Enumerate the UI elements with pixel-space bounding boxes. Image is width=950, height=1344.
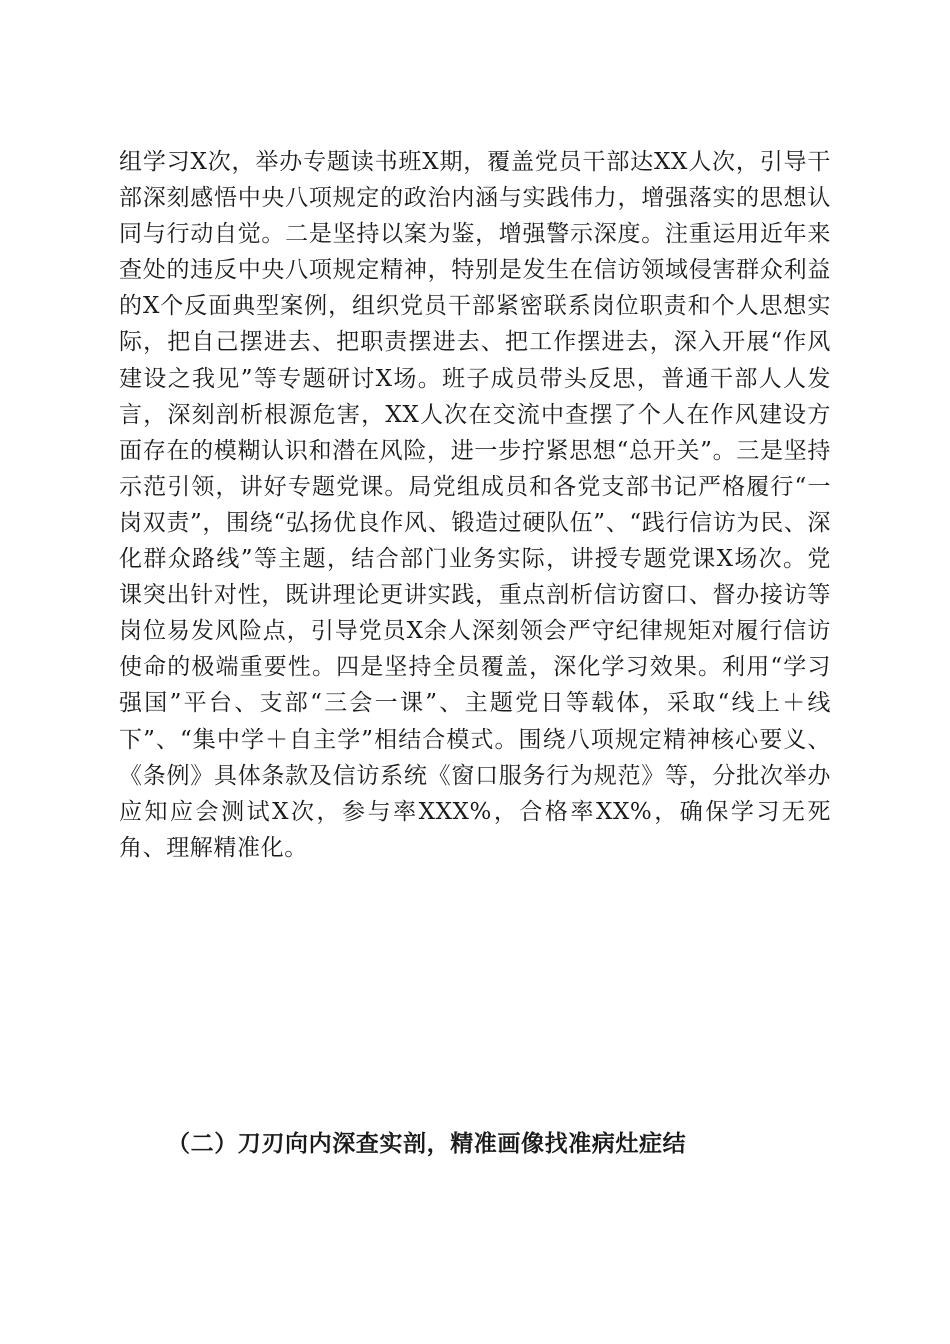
section-heading: （二）刀刃向内深查实剖，精准画像找准病灶症结: [167, 1130, 687, 1157]
body-paragraph: 组学习X次，举办专题读书班X期，覆盖党员干部达XX人次，引导干部深刻感悟中央八项规定的政治内涵与实践伟力，增强落实的思想认同与行动自觉。二是坚持以案为鉴，增强警示深度。注重运用近年来查处的违反中央八项规定精神，特别是发生在信访领域侵害群众利益的X个反面典型案例，组织党员干部紧密联系岗位职责和个人思想实际，把自己摆进去、把职责摆进去、把工作摆进去，深入开展“作风建设之我见”等专题研讨X场。班子成员带头反思，普通干部人人发言，深刻剖析根源危害，XX人次在交流中查摆了个人在作风建设方面存在的模糊认识和潜在风险，进一步拧紧思想“总开关”。三是坚持示范引领，讲好专题党课。局党组成员和各党支部书记严格履行“一岗双责”，围绕“弘扬优良作风、锻造过硬队伍”、“践行信访为民、深化群众路线”等主题，结合部门业务实际，讲授专题党课X场次。党课突出针对性，既讲理论更讲实践，重点剖析信访窗口、督办接访等岗位易发风险点，引导党员X余人深刻领会严守纪律规矩对履行信访使命的极端重要性。四是坚持全员覆盖，深化学习效果。利用“学习强国”平台、支部“三会一课”、主题党日等载体，采取“线上＋线下”、“集中学＋自主学”相结合模式。围绕八项规定精神核心要义、《条例》具体条款及信访系统《窗口服务行为规范》等，分批次举办应知应会测试X次，参与率XXX%，合格率XX%，确保学习无死角、理解精准化。: [119, 149, 831, 861]
